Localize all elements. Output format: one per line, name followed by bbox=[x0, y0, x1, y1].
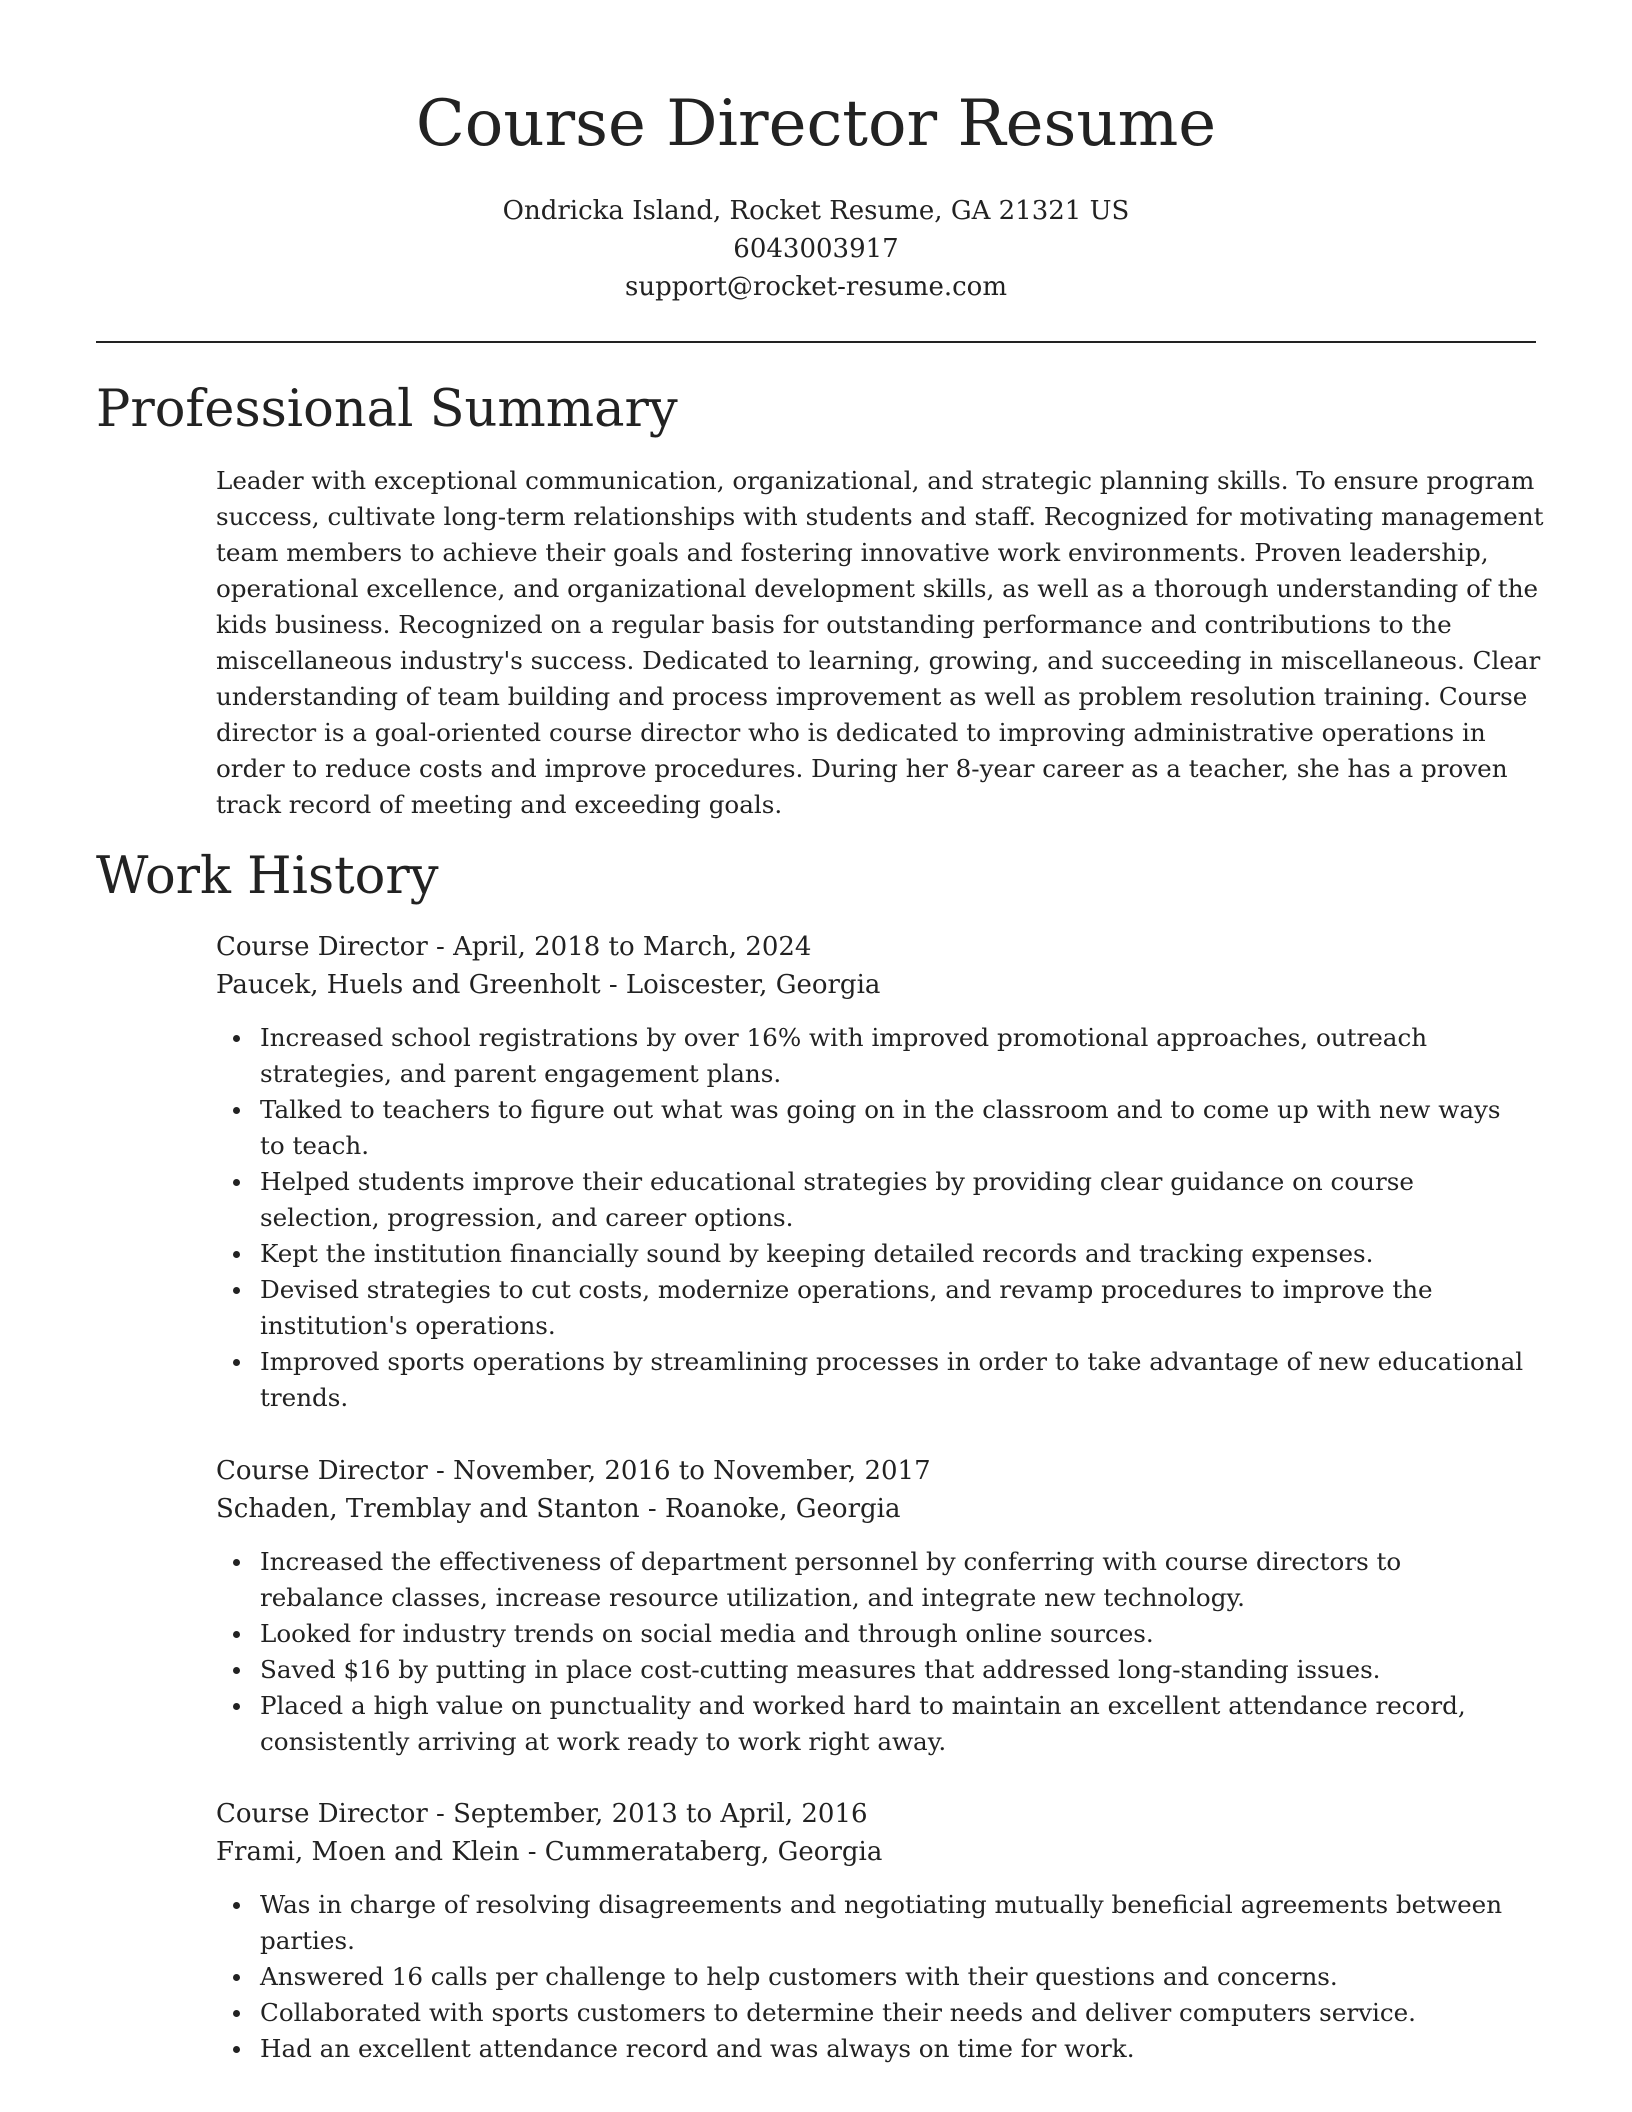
job-company-line bbox=[216, 966, 1546, 1004]
job-title: Course Director bbox=[216, 932, 428, 962]
job-location: - Cummerataberg, Georgia bbox=[519, 1837, 883, 1867]
summary-heading: Professional Summary bbox=[96, 380, 678, 439]
job-entry bbox=[216, 928, 1546, 1416]
job-company: Frami, Moen and Klein bbox=[216, 1837, 520, 1867]
job-bullet: Saved $16 by putting in place cost-cutting measures that addressed long-standing issues. bbox=[260, 1652, 1546, 1688]
contact-block bbox=[0, 192, 1632, 306]
contact-phone: 6043003917 bbox=[733, 234, 899, 264]
job-bullet-list bbox=[216, 1887, 1546, 2067]
contact-address: Ondricka Island, Rocket Resume, GA 21321 US bbox=[502, 196, 1130, 226]
job-bullet: Looked for industry trends on social media and through online sources. bbox=[260, 1616, 1546, 1652]
resume-title: Course Director Resume bbox=[415, 87, 1217, 161]
job-title: Course Director bbox=[216, 1456, 428, 1486]
job-bullet: Increased the effectiveness of department personnel by conferring with course directors to rebalance classes, increase resource utilization, and integrate new technology. bbox=[260, 1544, 1546, 1616]
job-company-line bbox=[216, 1833, 1546, 1871]
header-divider bbox=[96, 341, 1536, 343]
job-bullet-list bbox=[216, 1544, 1546, 1760]
job-bullet: Was in charge of resolving disagreements and negotiating mutually beneficial agreements between parties. bbox=[260, 1887, 1546, 1959]
job-bullet-list bbox=[216, 1020, 1546, 1416]
job-bullet: Improved sports operations by streamlining processes in order to take advantage of new educational trends. bbox=[260, 1344, 1546, 1416]
job-bullet: Talked to teachers to figure out what was going on in the classroom and to come up with new ways to teach. bbox=[260, 1092, 1546, 1164]
job-bullet: Devised strategies to cut costs, modernize operations, and revamp procedures to improve the institution's operations. bbox=[260, 1272, 1546, 1344]
summary-text: Leader with exceptional communication, organizational, and strategic planning skills. To ensure program success, cultivate long-term relationships with students and staff. Recognized for motivating management team members to achieve their goals and fostering innovative work environments. Proven leadership, operational excellence, and organizational development skills, as well as a thorough understanding of the kids business. Recognized on a regular basis for outstanding performance and contributions to the miscellaneous industry's success. Dedicated to learning, growing, and succeeding in miscellaneous. Clear understanding of team building and process improvement as well as problem resolution training. Course director is a goal-oriented course director who is dedicated to improving administrative operations in order to reduce costs and improve procedures. During her 8-year career as a teacher, she has a proven track record of meeting and exceeding goals. bbox=[216, 466, 1544, 819]
job-title: Course Director bbox=[216, 1799, 428, 1829]
job-bullet: Had an excellent attendance record and was always on time for work. bbox=[260, 2031, 1546, 2067]
job-dates: - April, 2018 to March, 2024 bbox=[427, 932, 812, 962]
job-location: - Loiscester, Georgia bbox=[600, 970, 881, 1000]
job-bullet: Collaborated with sports customers to determine their needs and deliver computers service. bbox=[260, 1995, 1546, 2031]
job-bullet: Helped students improve their educational strategies by providing clear guidance on course selection, progression, and career options. bbox=[260, 1164, 1546, 1236]
job-bullet: Answered 16 calls per challenge to help customers with their questions and concerns. bbox=[260, 1959, 1546, 1995]
job-company: Schaden, Tremblay and Stanton bbox=[216, 1494, 640, 1524]
job-entry bbox=[216, 1452, 1546, 1760]
job-bullet: Placed a high value on punctuality and worked hard to maintain an excellent attendance record, consistently arriving at work ready to work right away. bbox=[260, 1688, 1546, 1760]
job-title-line bbox=[216, 1795, 1546, 1833]
job-bullet: Increased school registrations by over 16% with improved promotional approaches, outreach strategies, and parent engagement plans. bbox=[260, 1020, 1546, 1092]
contact-email: support@rocket-resume.com bbox=[624, 272, 1007, 302]
job-dates: - September, 2013 to April, 2016 bbox=[427, 1799, 868, 1829]
work-history-heading: Work History bbox=[96, 847, 439, 906]
job-title-line bbox=[216, 928, 1546, 966]
job-bullet: Kept the institution financially sound by keeping detailed records and tracking expenses. bbox=[260, 1236, 1546, 1272]
job-dates: - November, 2016 to November, 2017 bbox=[427, 1456, 931, 1486]
job-entry bbox=[216, 1795, 1546, 2067]
job-location: - Roanoke, Georgia bbox=[639, 1494, 901, 1524]
job-company-line bbox=[216, 1490, 1546, 1528]
job-company: Paucek, Huels and Greenholt bbox=[216, 970, 601, 1000]
job-title-line bbox=[216, 1452, 1546, 1490]
